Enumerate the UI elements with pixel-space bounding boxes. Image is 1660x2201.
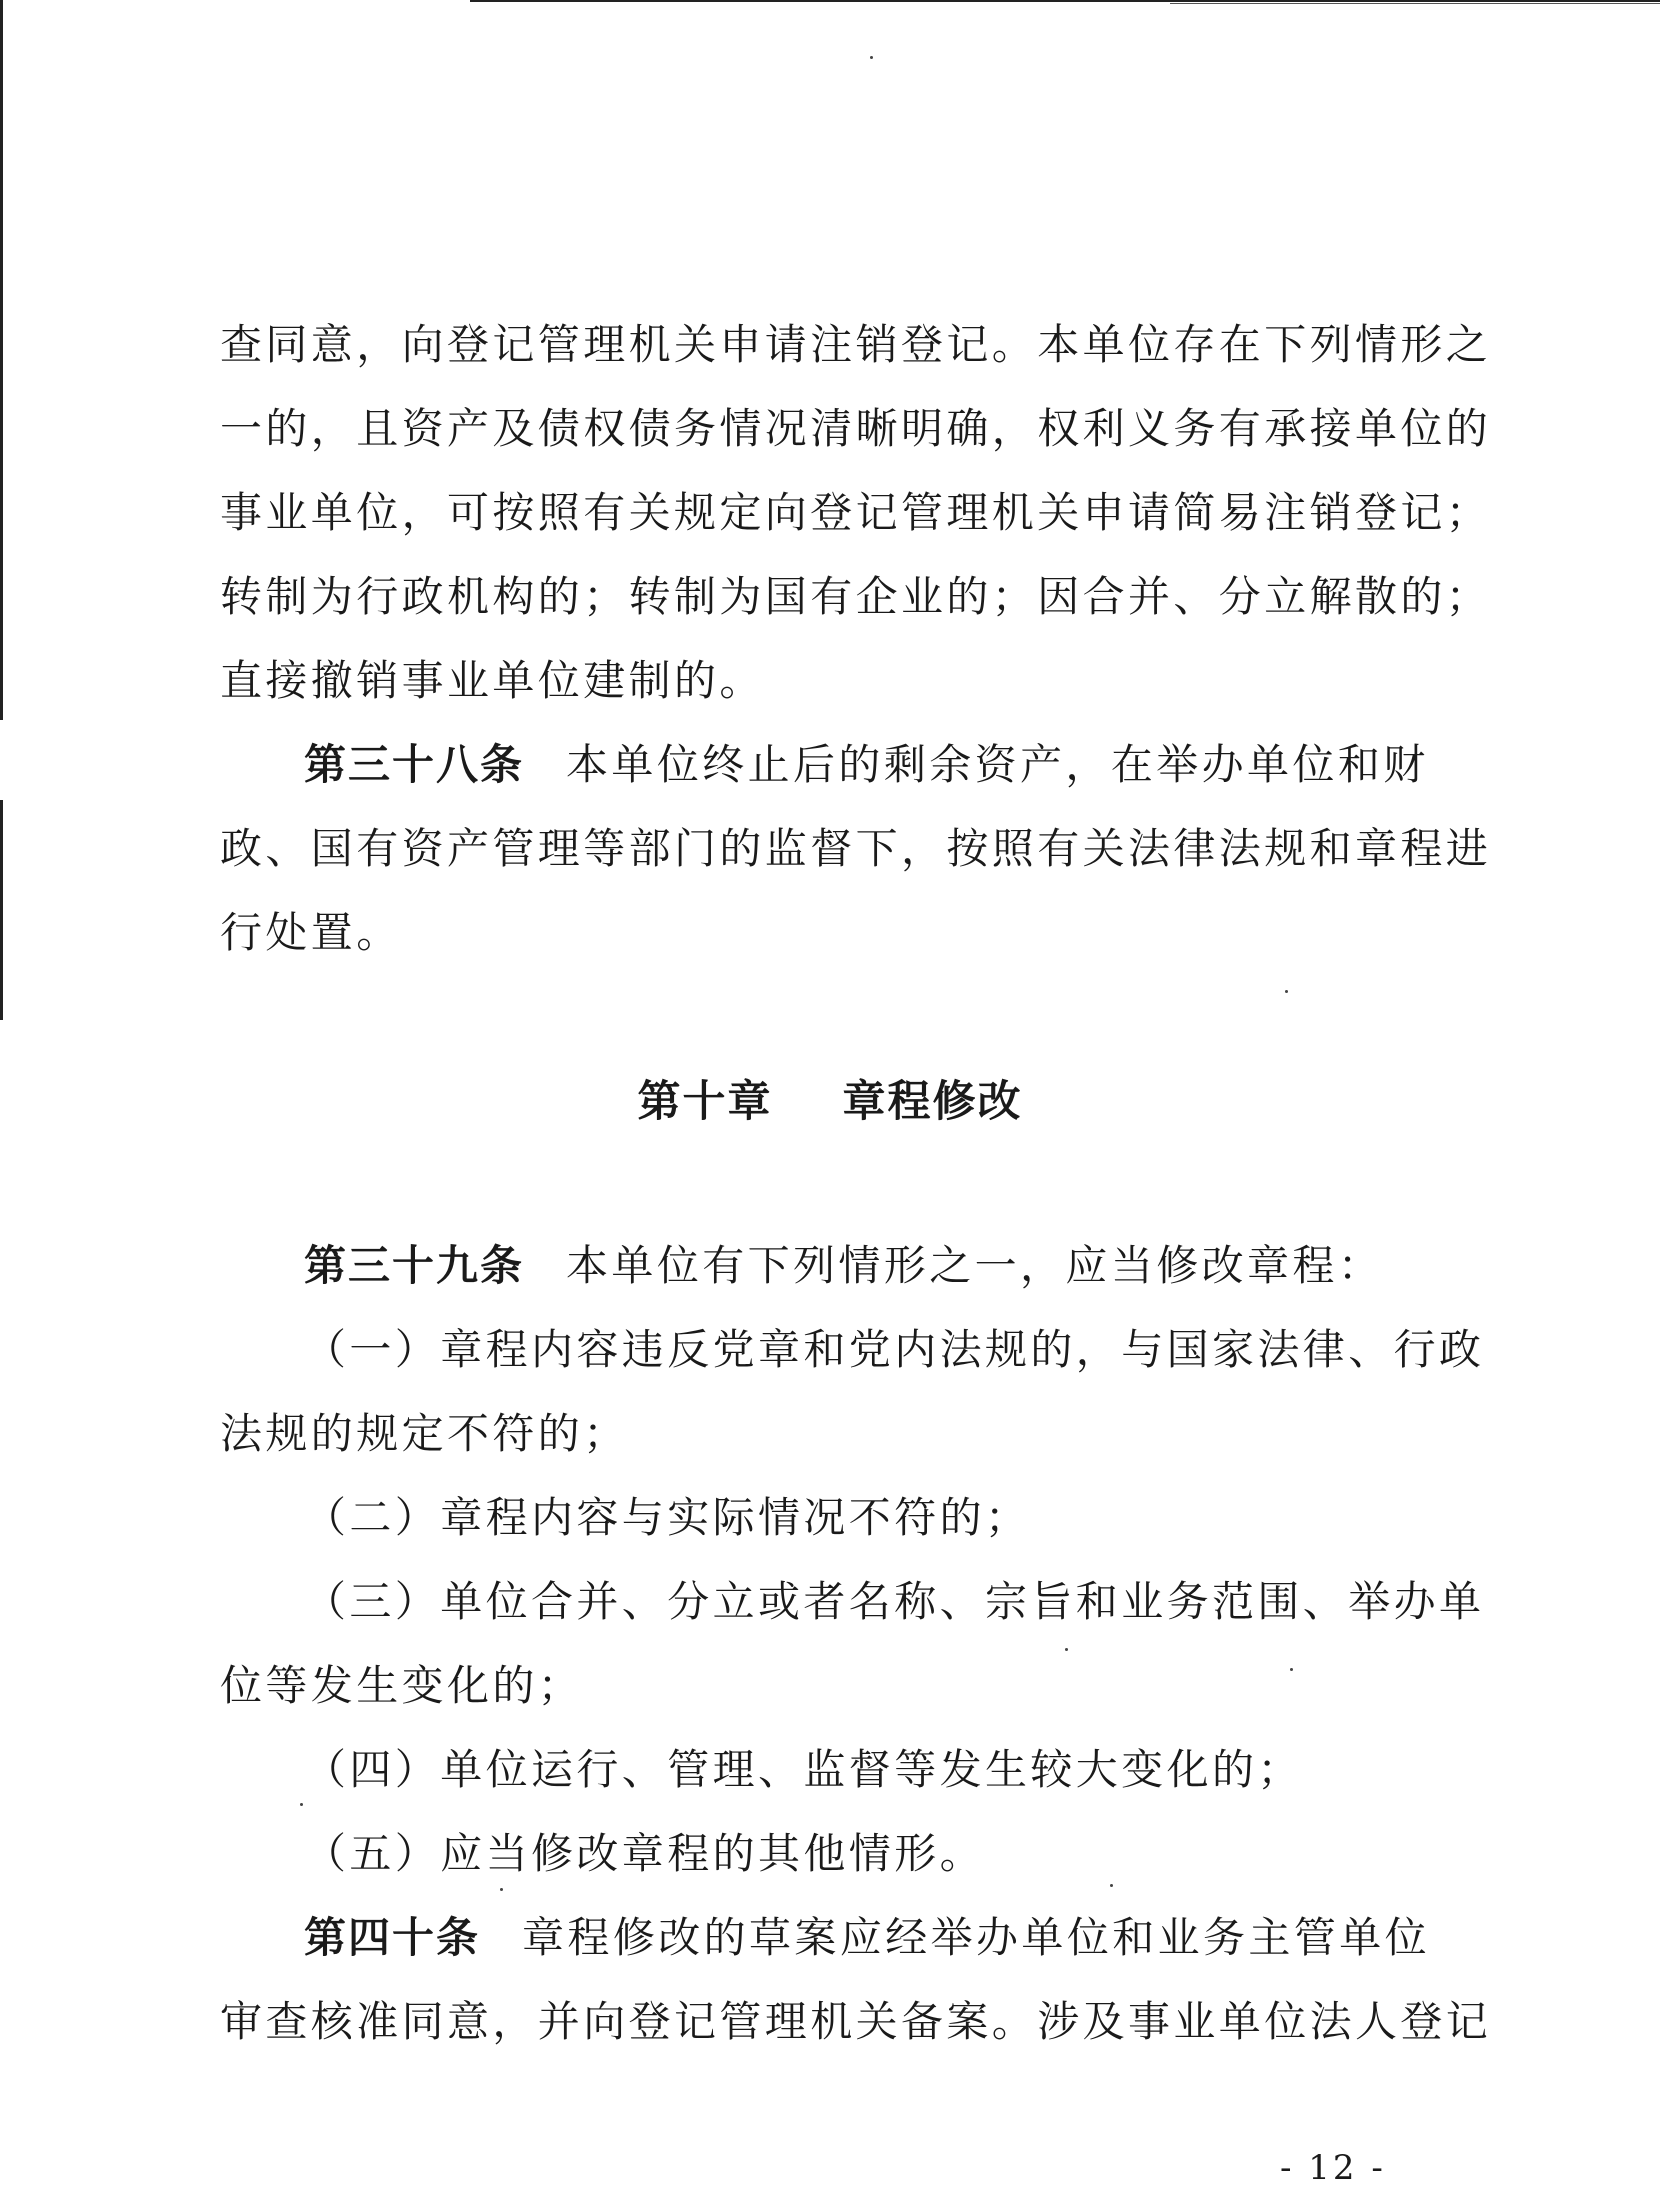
list-item: （三）单位合并、分立或者名称、宗旨和业务范围、举办单	[304, 1577, 1485, 1626]
article-39-text: 本单位有下列情形之一，应当修改章程：	[566, 1241, 1384, 1290]
scan-top-rule	[470, 0, 1660, 2]
paragraph-line: 一的，且资产及债权债务情况清晰明确，权利义务有承接单位的	[220, 404, 1492, 453]
chapter-heading	[0, 1060, 1660, 1144]
paragraph-line: 审查核准同意，并向登记管理机关备案。涉及事业单位法人登记	[220, 1997, 1492, 2046]
list-item-continuation: 位等发生变化的；	[220, 1661, 584, 1710]
article-39-number: 第三十九条	[304, 1241, 525, 1290]
list-item: （二）章程内容与实际情况不符的；	[304, 1493, 1031, 1542]
paragraph-line: 政、国有资产管理等部门的监督下，按照有关法律法规和章程进	[220, 824, 1492, 873]
scan-left-edge	[0, 0, 3, 720]
scan-speck	[1285, 990, 1288, 993]
body-section-lower	[220, 1224, 1492, 2064]
scan-left-edge-lower	[0, 800, 3, 1020]
scan-top-rule-secondary	[1170, 3, 1660, 4]
paragraph-line: 直接撤销事业单位建制的。	[220, 656, 765, 705]
paragraph-line: 查同意，向登记管理机关申请注销登记。本单位存在下列情形之	[220, 320, 1492, 369]
article-38-text: 本单位终止后的剩余资产，在举办单位和财	[566, 740, 1429, 789]
list-item: （一）章程内容违反党章和党内法规的，与国家法律、行政	[304, 1325, 1485, 1374]
article-40-first-line	[220, 1896, 1442, 1980]
body-section-upper	[220, 303, 1492, 975]
list-item-continuation: 法规的规定不符的；	[220, 1409, 629, 1458]
chapter-number: 第十章	[637, 1077, 773, 1127]
article-40-number: 第四十条	[304, 1913, 481, 1962]
paragraph-line: 转制为行政机构的；转制为国有企业的；因合并、分立解散的；	[220, 572, 1492, 621]
chapter-title: 章程修改	[842, 1077, 1023, 1127]
article-40-text: 章程修改的草案应经举办单位和业务主管单位	[522, 1913, 1431, 1962]
paragraph-line: 事业单位，可按照有关规定向登记管理机关申请简易注销登记；	[220, 488, 1492, 537]
scan-speck	[870, 56, 873, 59]
page-number: - 12 -	[1280, 2148, 1386, 2188]
paragraph-line: 行处置。	[220, 908, 402, 957]
article-38-number: 第三十八条	[304, 740, 525, 789]
list-item: （四）单位运行、管理、监督等发生较大变化的；	[304, 1745, 1303, 1794]
article-38-first-line	[220, 723, 1442, 807]
list-item: （五）应当修改章程的其他情形。	[304, 1829, 986, 1878]
article-39-first-line	[220, 1224, 1442, 1308]
